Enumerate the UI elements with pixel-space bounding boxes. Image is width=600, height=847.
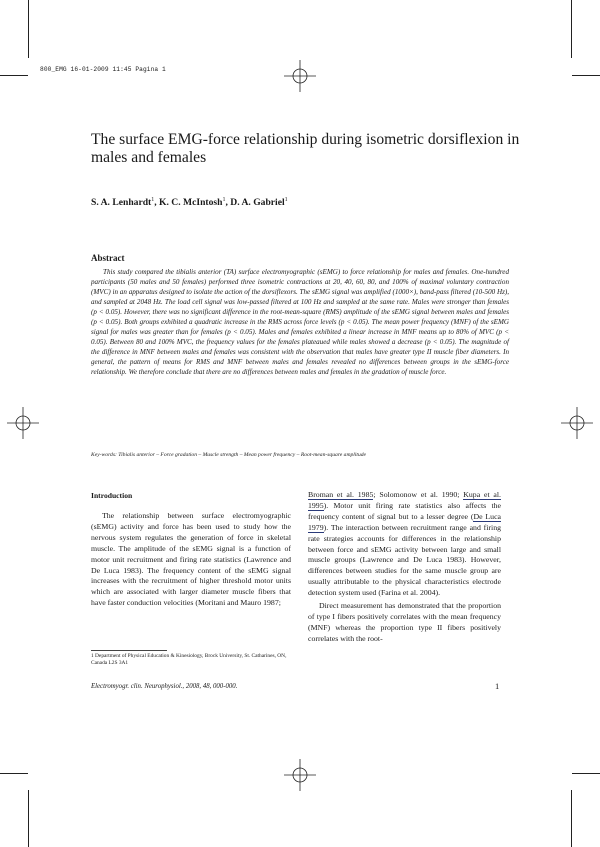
author-name: K. C. McIntosh — [159, 197, 223, 209]
crop-mark-bottom-right-v — [571, 790, 572, 847]
registration-mark-left-icon — [7, 407, 39, 439]
author-separator: , — [154, 197, 160, 209]
affiliation-footnote: 1 Department of Physical Education & Kinesiology, Brock University, St. Catharines, ON, Canada L2S 3A1 — [91, 653, 287, 667]
author-list — [91, 197, 288, 208]
affiliation-marker: 1 — [151, 197, 155, 203]
paragraph — [308, 490, 501, 599]
citation-link[interactable]: Kupa et al. 1995 — [308, 490, 502, 510]
author-separator: , — [225, 197, 231, 209]
affiliation-marker: 1 — [284, 197, 288, 203]
paragraph-text: ). The interaction between recruitment range and firing rate strategies accounts for differences in the relationship between force and sEMG activity between large and small muscle groups (Lawrence and De Luca 1983). However, differences between studies for the same muscle group are usually attributable to the physical characteristics electrode detection system used (Farina et al. 2004). — [308, 522, 501, 598]
paragraph-text: ; Solomonow et al. 1990; — [373, 490, 464, 499]
registration-mark-bottom-icon — [284, 759, 316, 791]
crop-mark-top-right-v — [571, 0, 572, 58]
crop-mark-top-right-h — [572, 75, 600, 76]
affiliation-marker: 1 — [222, 197, 226, 203]
crop-mark-bottom-right-h — [572, 773, 600, 774]
introduction-heading: Introduction — [91, 491, 133, 500]
print-slug: 800_EMG 16-01-2009 11:45 Pagina 1 — [40, 66, 166, 73]
abstract-text: This study compared the tibialis anterior (TA) surface electromyographic (sEMG) to force relationship for males and females. One-hundred participants (50 males and 50 females) performed three isometric contractions at 20, 40, 60, 80, and 100% of maximal voluntary contraction (MVC) in an apparatus designed to isolate the action of the dorsiflexors. The sEMG signal was amplified (1000×), band-pass filtered (10-500 Hz), and sampled at 2048 Hz. The load cell signal was low-passed filtered at 100 Hz and sampled at the same rate. Males were stronger than females (p < 0.05). However, there was no significant difference in the root-mean-square (RMS) amplitude of the sEMG signal between males and females (p < 0.05). Both groups exhibited a quadratic increase in the RMS across force levels (p < 0.05). The mean power frequency (MNF) of the sEMG signal for males was greater than for females (p < 0.05). Males and females exhibited a linear increase in MNF means up to 80% of MVC (p < 0.05). Between 80 and 100% MVC, the frequency values for the females plateaued while males showed a decrease (p < 0.05). The magnitude of the difference in MNF between males and females was consistent with the observation that males have greater type II muscle fiber diameters. In general, the pattern of means for RMS and MNF between males and females revealed no differences between groups in the sEMG-force relationship. We therefore conclude that there are no differences between males and females in the gradation of muscle force. — [91, 268, 509, 376]
author-name: D. A. Gabriel — [230, 197, 285, 209]
keywords: Key-words: Tibialis anterior – Force gradation – Muscle strength – Mean power frequency – Root-mean-square amplitude — [91, 452, 367, 458]
crop-mark-top-left-v — [28, 0, 29, 58]
author-name: S. A. Lenhardt — [91, 197, 152, 209]
introduction-right-column — [308, 490, 501, 645]
crop-mark-top-left-h — [0, 75, 28, 76]
crop-mark-bottom-left-v — [28, 790, 29, 847]
registration-mark-right-icon — [561, 407, 593, 439]
paragraph-text: ). Motor unit firing rate statistics also affects the frequency content of signal but to a lesser degree ( — [308, 500, 501, 521]
page-number: 1 — [495, 681, 500, 691]
introduction-left-column: The relationship between surface electromyographic (sEMG) activity and force has been used to study how the nervous system regulates the generation of force in skeletal muscle. The amplitude of the sEMG signal is a function of motor unit recruitment and firing rate statistics (Lawrence and De Luca 1983). The frequency content of the sEMG signal increases with the recruitment of higher threshold motor units which are associated with larger diameter muscle fibers that have faster conduction velocities (Moritani and Mauro 1987; — [91, 511, 291, 608]
registration-mark-top-icon — [284, 60, 316, 92]
abstract-heading: Abstract — [91, 253, 125, 263]
citation-link[interactable]: De Luca 1979 — [308, 511, 501, 532]
journal-citation: Electromyogr. clin. Neurophysiol., 2008, 48, 000-000. — [91, 683, 238, 690]
article-title: The surface EMG-force relationship during isometric dorsiflexion in males and females — [91, 131, 520, 166]
paragraph: Direct measurement has demonstrated that the proportion of type I fibers positively correlates with the mean frequency (MNF) whereas the proportion type II fibers positively correlates with the root- — [308, 601, 501, 643]
crop-mark-bottom-left-h — [0, 773, 28, 774]
citation-link[interactable]: Broman et al. 1985 — [308, 490, 374, 499]
footnote-rule — [91, 650, 167, 651]
